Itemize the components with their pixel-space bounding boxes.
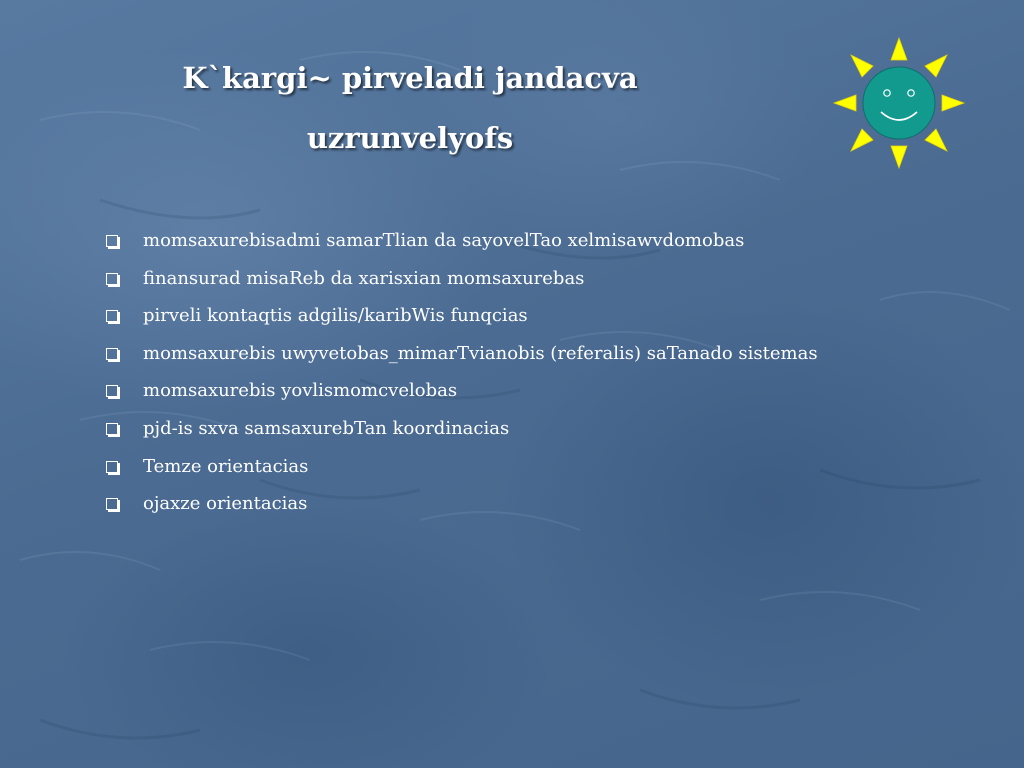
list-item (104, 222, 984, 260)
list-item (104, 260, 984, 298)
list-item-text: momsaxurebis yovlismomcvelobas (143, 380, 458, 402)
hollow-square-bullet-icon (106, 461, 118, 473)
hollow-square-bullet-icon (106, 423, 118, 435)
smiling-sun-icon (832, 36, 966, 170)
slide-title-line-2: uzrunvelyofs (306, 121, 514, 155)
list-item-text: finansurad misaReb da xarisxian momsaxurebas (143, 267, 585, 289)
list-item-text: Temze orientacias (143, 455, 309, 477)
list-item-text: ojaxze orientacias (143, 493, 308, 515)
hollow-square-bullet-icon (106, 273, 118, 285)
bullet-list (104, 222, 984, 523)
list-item-text: pjd-is sxva samsaxurebTan koordinacias (143, 417, 510, 439)
list-item (104, 297, 984, 335)
hollow-square-bullet-icon (106, 385, 118, 397)
hollow-square-bullet-icon (106, 498, 118, 510)
hollow-square-bullet-icon (106, 235, 118, 247)
slide-title (120, 48, 700, 168)
list-item (104, 372, 984, 410)
slide-title-line-1: K`kargi~ pirveladi jandacva (182, 61, 638, 95)
list-item (104, 485, 984, 523)
list-item-text: momsaxurebis uwyvetobas_mimarTvianobis (referalis) saTanado sistemas (143, 342, 818, 364)
list-item (104, 335, 984, 373)
list-item-text: pirveli kontaqtis adgilis/karibWis funqcias (143, 305, 528, 327)
list-item (104, 410, 984, 448)
list-item-text: momsaxurebisadmi samarTlian da sayovelTao xelmisawvdomobas (143, 230, 745, 251)
hollow-square-bullet-icon (106, 310, 118, 322)
hollow-square-bullet-icon (106, 348, 118, 360)
list-item (104, 448, 984, 486)
